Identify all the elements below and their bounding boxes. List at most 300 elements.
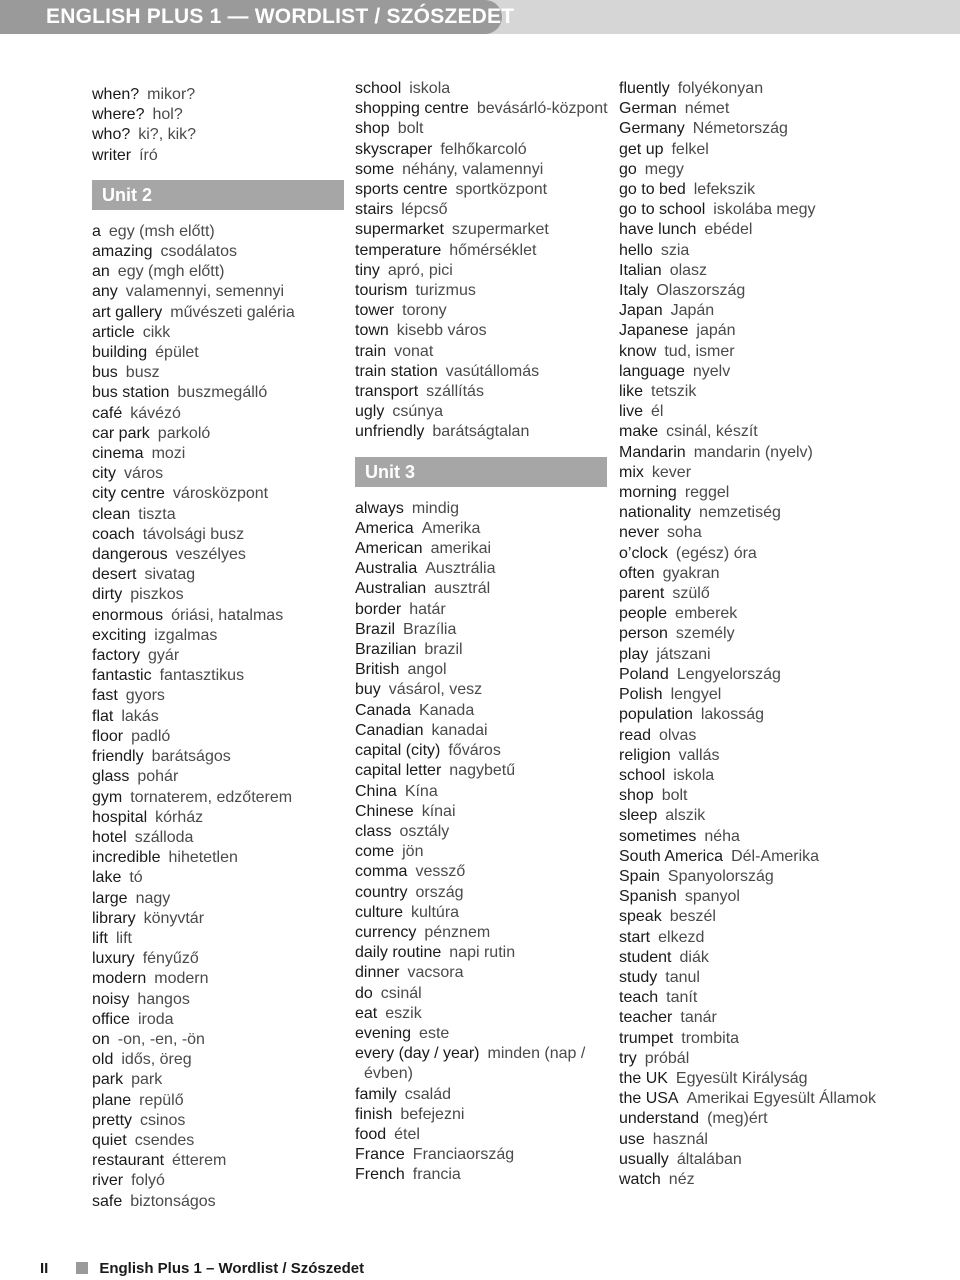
wordlist-entry bbox=[355, 1044, 607, 1084]
english-word: evening bbox=[355, 1024, 412, 1042]
english-word: quiet bbox=[92, 1131, 127, 1149]
hungarian-translation: Amerika bbox=[421, 519, 481, 537]
english-word: Japanese bbox=[619, 322, 689, 340]
wordlist-entry bbox=[619, 140, 919, 160]
hungarian-translation: nagy bbox=[135, 889, 171, 907]
wordlist-entry bbox=[619, 726, 919, 746]
english-word: city bbox=[92, 465, 116, 483]
wordlist-entry bbox=[355, 680, 607, 700]
wordlist-entry bbox=[92, 606, 344, 626]
hungarian-translation: nyelv bbox=[692, 362, 731, 380]
wordlist-entry bbox=[92, 545, 344, 565]
hungarian-translation: vacsora bbox=[407, 964, 464, 982]
page-title: ENGLISH PLUS 1 — WORDLIST / SZÓSZEDET bbox=[46, 5, 515, 28]
wordlist-entry bbox=[619, 685, 919, 705]
hungarian-translation: pohár bbox=[137, 768, 179, 786]
hungarian-translation: egy (mgh előtt) bbox=[117, 263, 225, 281]
hungarian-translation: mikor? bbox=[147, 86, 196, 103]
english-word: shop bbox=[619, 787, 654, 805]
english-word: incredible bbox=[92, 849, 161, 867]
wordlist-entry bbox=[355, 721, 607, 741]
hungarian-translation: csinos bbox=[140, 1111, 186, 1129]
english-word: Poland bbox=[619, 665, 669, 683]
wordlist-entry bbox=[619, 928, 919, 948]
wordlist-entry bbox=[619, 99, 919, 119]
english-word: stairs bbox=[355, 201, 394, 219]
hungarian-translation: piszkos bbox=[130, 586, 184, 604]
english-word: border bbox=[355, 600, 402, 618]
wordlist-entry bbox=[619, 119, 919, 139]
hungarian-translation: óriási, hatalmas bbox=[171, 606, 284, 624]
wordlist-entry bbox=[619, 463, 919, 483]
wordlist-entry bbox=[92, 929, 344, 949]
english-word: try bbox=[619, 1049, 637, 1067]
hungarian-translation: Brazília bbox=[403, 620, 457, 638]
wordlist-entry bbox=[619, 665, 919, 685]
hungarian-translation: japán bbox=[696, 322, 736, 340]
wordlist-entry bbox=[92, 242, 344, 262]
wordlist-entry bbox=[355, 200, 607, 220]
hungarian-translation: trombita bbox=[681, 1029, 740, 1047]
wordlist-entry bbox=[92, 282, 344, 302]
hungarian-translation: játszani bbox=[656, 645, 711, 663]
hungarian-translation: néhány, valamennyi bbox=[402, 160, 544, 178]
hungarian-translation: lengyel bbox=[670, 686, 722, 704]
hungarian-translation: minden (nap / évben) bbox=[364, 1045, 586, 1083]
hungarian-translation: elkezd bbox=[658, 928, 705, 946]
hungarian-translation: lefekszik bbox=[693, 181, 756, 199]
hungarian-translation: idős, öreg bbox=[121, 1051, 192, 1069]
wordlist-entry bbox=[92, 1151, 344, 1171]
wordlist-entry bbox=[619, 443, 919, 463]
wordlist-entry bbox=[619, 1089, 919, 1109]
english-word: bus bbox=[92, 364, 118, 382]
hungarian-translation: Franciaország bbox=[412, 1146, 515, 1164]
english-word: family bbox=[355, 1085, 397, 1103]
wordlist-entry bbox=[92, 909, 344, 929]
hungarian-translation: felkel bbox=[671, 140, 709, 158]
english-word: hello bbox=[619, 241, 653, 259]
english-word: some bbox=[355, 160, 395, 178]
hungarian-translation: tanul bbox=[665, 968, 700, 986]
wordlist-entry bbox=[92, 105, 344, 125]
wordlist-entry bbox=[355, 1085, 607, 1105]
english-word: play bbox=[619, 645, 649, 663]
english-word: noisy bbox=[92, 990, 130, 1008]
wordlist-entry bbox=[355, 119, 607, 139]
wordlist-entry bbox=[355, 180, 607, 200]
english-word: American bbox=[355, 540, 423, 558]
english-word: sometimes bbox=[619, 827, 697, 845]
hungarian-translation: Lengyelország bbox=[676, 665, 781, 683]
english-word: make bbox=[619, 423, 659, 441]
wordlist-entry bbox=[355, 579, 607, 599]
hungarian-translation: gyár bbox=[148, 647, 180, 665]
wordlist-entry bbox=[355, 422, 607, 442]
wordlist-entry bbox=[355, 741, 607, 761]
english-word: live bbox=[619, 403, 644, 421]
wordlist-entry bbox=[619, 1069, 919, 1089]
wordlist-entry bbox=[355, 640, 607, 660]
english-word: dirty bbox=[92, 586, 123, 604]
wordlist-entry bbox=[619, 564, 919, 584]
hungarian-translation: kultúra bbox=[411, 903, 460, 921]
hungarian-translation: francia bbox=[412, 1166, 461, 1184]
hungarian-translation: Japán bbox=[670, 302, 715, 320]
hungarian-translation: veszélyes bbox=[175, 546, 246, 564]
hungarian-translation: étel bbox=[394, 1125, 420, 1143]
english-word: understand bbox=[619, 1110, 700, 1128]
hungarian-translation: spanyol bbox=[684, 888, 740, 906]
english-word: currency bbox=[355, 923, 417, 941]
wordlist-entry bbox=[92, 969, 344, 989]
english-word: South America bbox=[619, 847, 724, 865]
english-word: culture bbox=[355, 903, 404, 921]
wordlist-entry bbox=[92, 707, 344, 727]
english-word: use bbox=[619, 1130, 645, 1148]
wordlist-entry bbox=[355, 943, 607, 963]
english-word: cinema bbox=[92, 445, 144, 463]
wordlist-entry bbox=[92, 1010, 344, 1030]
english-word: dangerous bbox=[92, 546, 168, 564]
hungarian-translation: kórház bbox=[155, 808, 204, 826]
wordlist-entry bbox=[92, 767, 344, 787]
english-word: person bbox=[619, 625, 668, 643]
hungarian-translation: alszik bbox=[665, 807, 706, 825]
english-word: shopping centre bbox=[355, 100, 469, 118]
wordlist-entry bbox=[92, 125, 344, 145]
hungarian-translation: reggel bbox=[684, 484, 730, 502]
hungarian-translation: Kína bbox=[404, 782, 438, 800]
hungarian-translation: próbál bbox=[644, 1049, 690, 1067]
hungarian-translation: vásárol, vesz bbox=[388, 681, 483, 699]
wordlist-entry bbox=[92, 949, 344, 969]
wordlist-column-1 bbox=[92, 85, 344, 1212]
wordlist-entry bbox=[92, 686, 344, 706]
english-word: desert bbox=[92, 566, 137, 584]
wordlist-entry bbox=[619, 604, 919, 624]
english-word: clean bbox=[92, 505, 131, 523]
hungarian-translation: gyors bbox=[125, 687, 165, 705]
wordlist-entry bbox=[355, 660, 607, 680]
wordlist-entry bbox=[355, 1125, 607, 1145]
english-word: sports centre bbox=[355, 181, 448, 199]
hungarian-translation: személy bbox=[675, 625, 735, 643]
english-word: school bbox=[619, 766, 666, 784]
wordlist-entry bbox=[92, 868, 344, 888]
wordlist-entry bbox=[355, 281, 607, 301]
hungarian-translation: padló bbox=[131, 727, 171, 745]
wordlist-entry bbox=[619, 362, 919, 382]
english-word: go bbox=[619, 160, 637, 178]
hungarian-translation: emberek bbox=[675, 605, 738, 623]
english-word: large bbox=[92, 889, 128, 907]
hungarian-translation: ebédel bbox=[704, 221, 753, 239]
hungarian-translation: iskola bbox=[673, 766, 715, 784]
wordlist-entry bbox=[355, 701, 607, 721]
hungarian-translation: amerikai bbox=[430, 540, 492, 558]
hungarian-translation: beszél bbox=[669, 908, 716, 926]
wordlist-entry bbox=[619, 584, 919, 604]
hungarian-translation: főváros bbox=[448, 742, 501, 760]
wordlist-entry bbox=[619, 79, 919, 99]
hungarian-translation: repülő bbox=[139, 1091, 184, 1109]
english-word: Canada bbox=[355, 701, 412, 719]
hungarian-translation: mozi bbox=[151, 445, 186, 463]
english-word: modern bbox=[92, 970, 147, 988]
english-word: French bbox=[355, 1166, 405, 1184]
hungarian-translation: turizmus bbox=[415, 282, 476, 300]
hungarian-translation: bevásárló-központ bbox=[476, 100, 608, 118]
hungarian-translation: olasz bbox=[669, 261, 708, 279]
english-word: sleep bbox=[619, 807, 658, 825]
hungarian-translation: Egyesült Királyság bbox=[675, 1069, 808, 1087]
wordlist-entry bbox=[619, 301, 919, 321]
english-word: watch bbox=[619, 1170, 661, 1188]
hungarian-translation: modern bbox=[154, 970, 209, 988]
hungarian-translation: (meg)ért bbox=[707, 1110, 768, 1128]
english-word: country bbox=[355, 883, 408, 901]
english-word: floor bbox=[92, 727, 124, 745]
hungarian-translation: tornaterem, edzőterem bbox=[130, 788, 293, 806]
english-word: article bbox=[92, 323, 135, 341]
hungarian-translation: nemzetiség bbox=[699, 504, 781, 522]
wordlist-entry bbox=[619, 867, 919, 887]
wordlist-entry bbox=[92, 788, 344, 808]
english-word: food bbox=[355, 1125, 387, 1143]
english-word: Germany bbox=[619, 120, 685, 138]
english-word: flat bbox=[92, 707, 114, 725]
wordlist-entry bbox=[619, 847, 919, 867]
wordlist-entry bbox=[619, 382, 919, 402]
hungarian-translation: mandarin (nyelv) bbox=[693, 443, 813, 461]
english-word: bus station bbox=[92, 384, 170, 402]
english-word: glass bbox=[92, 768, 130, 786]
hungarian-translation: tanár bbox=[680, 1009, 717, 1027]
english-word: teacher bbox=[619, 1009, 673, 1027]
hungarian-translation: nagybetű bbox=[449, 762, 516, 780]
wordlist-entry bbox=[92, 828, 344, 848]
english-word: where? bbox=[92, 106, 145, 124]
english-word: British bbox=[355, 661, 400, 679]
footer-square-marker bbox=[76, 1262, 88, 1274]
hungarian-translation: Dél-Amerika bbox=[731, 847, 820, 865]
english-word: France bbox=[355, 1146, 405, 1164]
wordlist-entry bbox=[619, 1109, 919, 1129]
english-word: hospital bbox=[92, 808, 148, 826]
english-word: always bbox=[355, 499, 404, 517]
hungarian-translation: mindig bbox=[411, 499, 460, 517]
wordlist-entry bbox=[92, 666, 344, 686]
english-word: America bbox=[355, 519, 414, 537]
wordlist-entry bbox=[619, 261, 919, 281]
english-word: start bbox=[619, 928, 651, 946]
wordlist-entry bbox=[92, 262, 344, 282]
wordlist-entry bbox=[92, 343, 344, 363]
english-word: town bbox=[355, 322, 389, 340]
wordlist-entry bbox=[355, 842, 607, 862]
hungarian-translation: tó bbox=[129, 869, 143, 887]
wordlist-entry bbox=[92, 444, 344, 464]
hungarian-translation: író bbox=[139, 146, 158, 164]
wordlist-entry bbox=[92, 1050, 344, 1070]
english-word: student bbox=[619, 948, 672, 966]
wordlist-entry bbox=[355, 1145, 607, 1165]
hungarian-translation: könyvtár bbox=[143, 909, 205, 927]
english-word: Italian bbox=[619, 261, 662, 279]
hungarian-translation: néz bbox=[668, 1170, 695, 1188]
english-word: China bbox=[355, 782, 397, 800]
english-word: people bbox=[619, 605, 668, 623]
wordlist-entry bbox=[92, 424, 344, 444]
english-word: who? bbox=[92, 126, 131, 144]
wordlist-entry bbox=[619, 1049, 919, 1069]
wordlist-entry bbox=[619, 827, 919, 847]
english-word: Spanish bbox=[619, 888, 677, 906]
english-word: car park bbox=[92, 424, 150, 442]
wordlist-entry bbox=[92, 1030, 344, 1050]
wordlist-entry bbox=[619, 887, 919, 907]
hungarian-translation: vessző bbox=[415, 863, 466, 881]
wordlist-entry bbox=[92, 646, 344, 666]
hungarian-translation: szálloda bbox=[134, 828, 194, 846]
hungarian-translation: busz bbox=[125, 364, 160, 382]
hungarian-translation: pénznem bbox=[424, 923, 491, 941]
english-word: supermarket bbox=[355, 221, 444, 239]
wordlist-entry bbox=[92, 303, 344, 323]
english-word: eat bbox=[355, 1004, 378, 1022]
wordlist-entry bbox=[619, 544, 919, 564]
hungarian-translation: tanít bbox=[666, 989, 698, 1007]
english-word: get up bbox=[619, 140, 664, 158]
english-word: daily routine bbox=[355, 944, 442, 962]
english-word: Polish bbox=[619, 686, 663, 704]
wordlist-entry bbox=[619, 281, 919, 301]
english-word: morning bbox=[619, 484, 677, 502]
hungarian-translation: iskola bbox=[409, 80, 451, 97]
hungarian-translation: ausztrál bbox=[434, 580, 491, 598]
english-word: amazing bbox=[92, 243, 153, 261]
wordlist-entry bbox=[619, 1008, 919, 1028]
wordlist-entry bbox=[619, 200, 919, 220]
hungarian-translation: barátságtalan bbox=[432, 423, 530, 441]
wordlist-entry bbox=[92, 1131, 344, 1151]
wordlist-entry bbox=[619, 180, 919, 200]
english-word: transport bbox=[355, 383, 419, 401]
hungarian-translation: biztonságos bbox=[130, 1192, 216, 1210]
wordlist-entry bbox=[355, 261, 607, 281]
hungarian-translation: tud, ismer bbox=[664, 342, 735, 360]
wordlist-entry bbox=[355, 140, 607, 160]
english-word: population bbox=[619, 706, 693, 724]
english-word: city centre bbox=[92, 485, 165, 503]
hungarian-translation: felhőkarcoló bbox=[440, 140, 527, 158]
hungarian-translation: hőmérséklet bbox=[449, 241, 537, 259]
hungarian-translation: kanadai bbox=[431, 721, 488, 739]
hungarian-translation: étterem bbox=[172, 1152, 227, 1170]
wordlist-entry bbox=[619, 806, 919, 826]
wordlist-entry bbox=[92, 808, 344, 828]
english-word: river bbox=[92, 1172, 124, 1190]
hungarian-translation: napi rutin bbox=[449, 944, 516, 962]
english-word: shop bbox=[355, 120, 390, 138]
english-word: have lunch bbox=[619, 221, 697, 239]
english-word: plane bbox=[92, 1091, 132, 1109]
english-word: park bbox=[92, 1071, 124, 1089]
english-word: Italy bbox=[619, 282, 649, 300]
english-word: unfriendly bbox=[355, 423, 425, 441]
wordlist-entry bbox=[619, 220, 919, 240]
hungarian-translation: vasútállomás bbox=[445, 362, 540, 380]
hungarian-translation: folyó bbox=[131, 1172, 165, 1190]
english-word: study bbox=[619, 968, 658, 986]
wordlist-entry bbox=[92, 222, 344, 242]
english-word: skyscraper bbox=[355, 140, 433, 158]
english-word: Brazilian bbox=[355, 641, 417, 659]
wordlist-entry bbox=[355, 559, 607, 579]
english-word: exciting bbox=[92, 626, 147, 644]
wordlist-entry bbox=[619, 402, 919, 422]
english-word: old bbox=[92, 1051, 114, 1069]
hungarian-translation: befejezni bbox=[400, 1105, 465, 1123]
wordlist-entry bbox=[92, 626, 344, 646]
hungarian-translation: kisebb város bbox=[396, 322, 487, 340]
hungarian-translation: buszmegálló bbox=[177, 384, 268, 402]
wordlist-entry bbox=[92, 848, 344, 868]
hungarian-translation: apró, pici bbox=[387, 261, 453, 279]
english-word: café bbox=[92, 404, 123, 422]
english-word: any bbox=[92, 283, 118, 301]
hungarian-translation: osztály bbox=[399, 822, 450, 840]
unit-entries bbox=[355, 499, 607, 1186]
hungarian-translation: tetszik bbox=[651, 383, 697, 401]
english-word: ugly bbox=[355, 403, 385, 421]
hungarian-translation: sivatag bbox=[144, 566, 196, 584]
wordlist-entry bbox=[355, 782, 607, 802]
wordlist-entry bbox=[92, 505, 344, 525]
wordlist-entry bbox=[619, 1170, 919, 1190]
english-word: go to school bbox=[619, 201, 706, 219]
wordlist-entry bbox=[619, 968, 919, 988]
wordlist-entry bbox=[619, 746, 919, 766]
wordlist-entry bbox=[355, 1004, 607, 1024]
wordlist-entry bbox=[92, 363, 344, 383]
english-word: pretty bbox=[92, 1111, 133, 1129]
wordlist-column-3 bbox=[619, 79, 919, 1190]
hungarian-translation: használ bbox=[652, 1130, 708, 1148]
hungarian-translation: szülő bbox=[672, 585, 710, 603]
hungarian-translation: iskolába megy bbox=[713, 201, 816, 219]
hungarian-translation: városközpont bbox=[172, 485, 269, 503]
hungarian-translation: diák bbox=[679, 948, 709, 966]
wordlist-entry bbox=[355, 342, 607, 362]
wordlist-entry bbox=[92, 525, 344, 545]
hungarian-translation: ország bbox=[415, 883, 464, 901]
wordlist-entry bbox=[619, 483, 919, 503]
footer-title: English Plus 1 – Wordlist / Szószedet bbox=[99, 1260, 365, 1277]
wordlist-entry bbox=[619, 907, 919, 927]
english-word: Mandarin bbox=[619, 443, 686, 461]
wordlist-entry bbox=[619, 948, 919, 968]
wordlist-entry bbox=[355, 99, 607, 119]
wordlist-column-2 bbox=[355, 79, 607, 1186]
hungarian-translation: -on, -en, -ön bbox=[117, 1030, 205, 1048]
hungarian-translation: kínai bbox=[421, 802, 456, 820]
unit-heading: Unit 2 bbox=[92, 180, 344, 210]
hungarian-translation: folyékonyan bbox=[677, 80, 764, 97]
wordlist-entry bbox=[619, 645, 919, 665]
wordlist-entry bbox=[92, 85, 344, 105]
